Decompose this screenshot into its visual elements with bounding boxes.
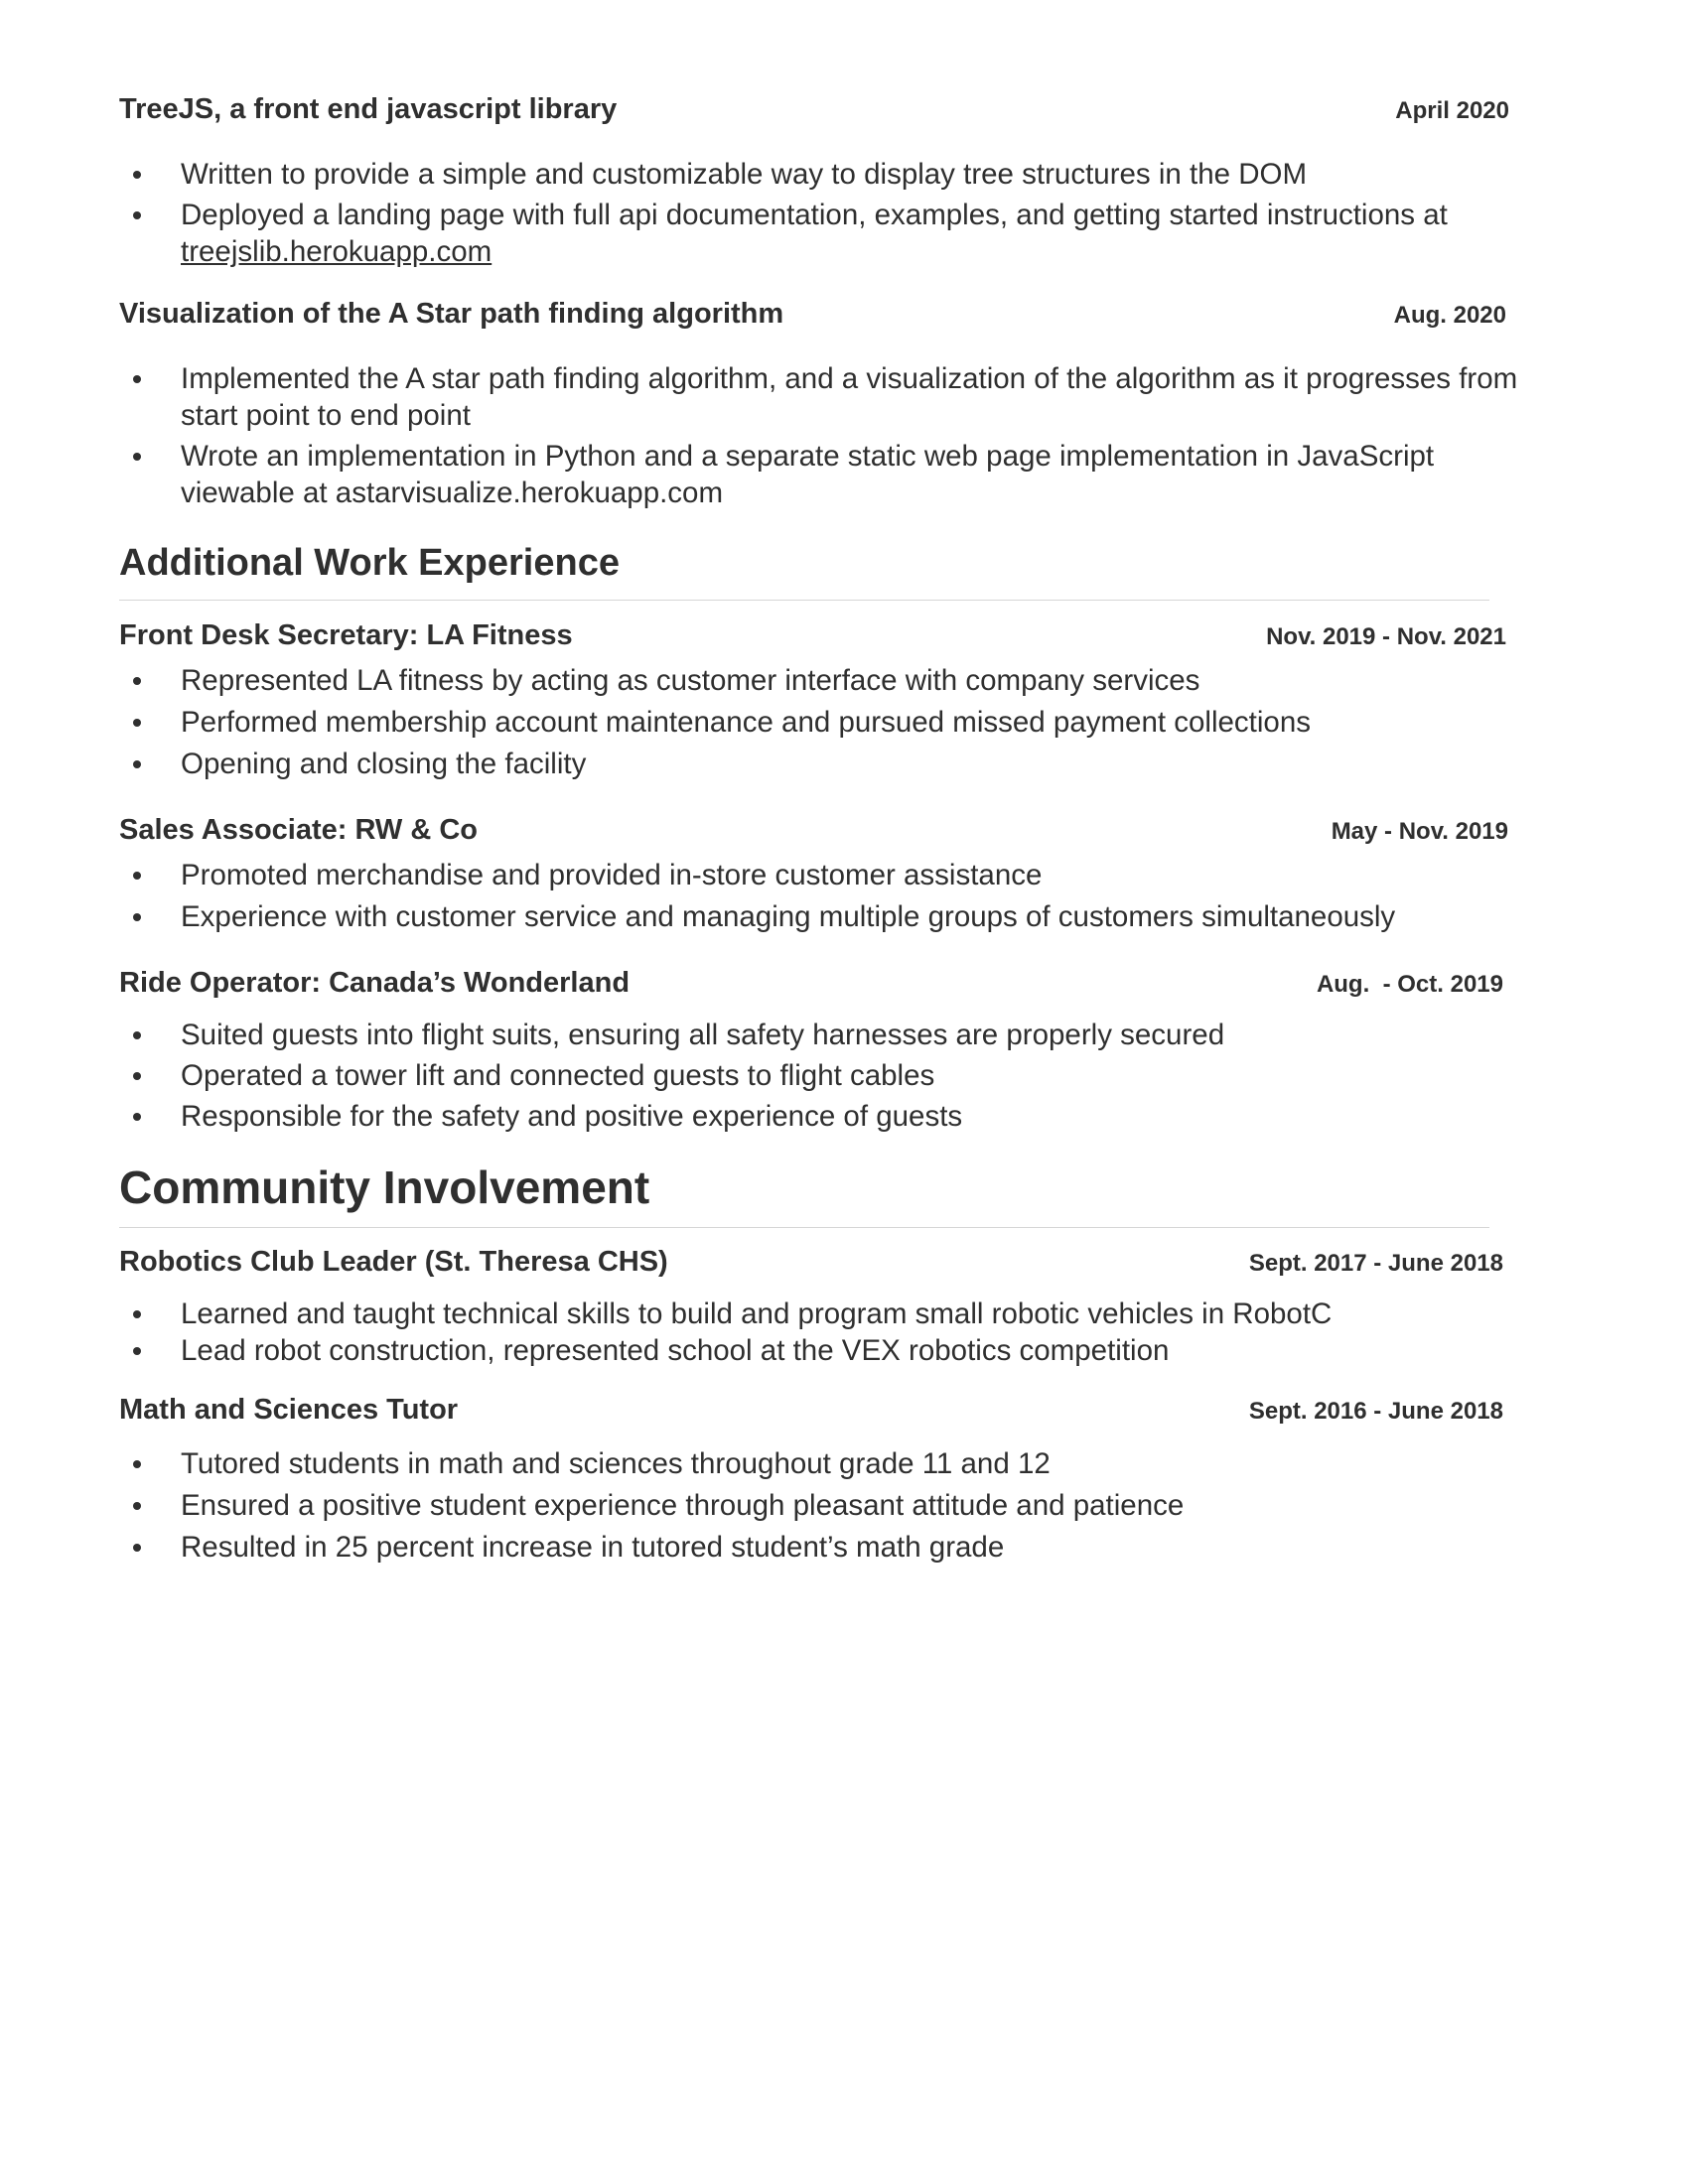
bullet-dot	[133, 1113, 141, 1121]
section-divider	[119, 1227, 1489, 1228]
job-bullets	[119, 662, 1501, 782]
list-item	[119, 898, 1501, 935]
job-date: Nov. 2019 - Nov. 2021	[1266, 623, 1506, 650]
bullet-dot	[133, 1347, 141, 1355]
community-date: Sept. 2016 - June 2018	[1248, 1398, 1503, 1425]
bullet-dot	[133, 1031, 141, 1039]
job-canadas-wonderland	[119, 963, 1501, 1135]
job-title: Ride Operator: Canada’s Wonderland	[119, 967, 631, 999]
list-item	[119, 1057, 1501, 1094]
list-item	[119, 746, 1501, 782]
community-title: Math and Sciences Tutor	[119, 1394, 459, 1426]
list-item	[119, 156, 1501, 193]
bullet-dot	[133, 1544, 141, 1552]
list-item	[119, 1296, 1501, 1332]
job-title: Sales Associate: RW & Co	[119, 814, 478, 846]
bullet-dot	[133, 1460, 141, 1468]
project-header	[119, 294, 1506, 334]
bullet-dot	[133, 677, 141, 685]
list-item	[119, 857, 1501, 893]
section-title-community: Community Involvement	[119, 1161, 650, 1213]
job-bullets	[119, 857, 1501, 935]
project-treejs	[119, 89, 1509, 270]
job-la-fitness	[119, 615, 1506, 782]
bullet-text: Suited guests into flight suits, ensuring all safety harnesses are properly secured	[181, 1019, 1225, 1051]
job-rw-co	[119, 810, 1508, 935]
bullet-dot	[133, 1072, 141, 1080]
project-header	[119, 89, 1509, 129]
bullet-text: Lead robot construction, represented school at the VEX robotics competition	[181, 1334, 1170, 1367]
bullet-text: Learned and taught technical skills to build and program small robotic vehicles in RobotC	[181, 1297, 1333, 1330]
bullet-text: Promoted merchandise and provided in-store customer assistance	[181, 859, 1043, 891]
list-item	[119, 1445, 1501, 1482]
bullet-text: Experience with customer service and managing multiple groups of customers simultaneously	[181, 900, 1396, 933]
bullet-text: Responsible for the safety and positive experience of guests	[181, 1100, 963, 1133]
list-item	[119, 1098, 1501, 1135]
bullet-dot	[133, 211, 141, 219]
community-bullets	[119, 1445, 1501, 1566]
job-title: Front Desk Secretary: LA Fitness	[119, 619, 573, 651]
job-header	[119, 615, 1506, 655]
bullet-text: Tutored students in math and sciences throughout grade 11 and 12	[181, 1447, 1051, 1480]
project-date: Aug. 2020	[1393, 302, 1506, 329]
job-date: May - Nov. 2019	[1331, 818, 1508, 845]
list-item	[119, 662, 1501, 699]
community-bullets	[119, 1296, 1501, 1369]
bullet-dot	[133, 913, 141, 921]
job-header	[119, 963, 1501, 1003]
community-date: Sept. 2017 - June 2018	[1248, 1250, 1503, 1277]
bullet-dot	[133, 453, 141, 461]
job-header	[119, 810, 1508, 850]
list-item	[119, 438, 1519, 511]
project-bullets	[119, 360, 1519, 511]
bullet-text: Resulted in 25 percent increase in tutored student’s math grade	[181, 1531, 1005, 1564]
bullet-text: Implemented the A star path finding algorithm, and a visualization of the algorithm as it progresses from start point to end point	[181, 362, 1518, 432]
treejs-link[interactable]: treejslib.herokuapp.com	[181, 235, 492, 268]
bullet-dot	[133, 375, 141, 383]
project-astar	[119, 294, 1518, 511]
community-header	[119, 1390, 1501, 1430]
list-item	[119, 1332, 1501, 1369]
list-item	[119, 360, 1519, 434]
list-item	[119, 1487, 1501, 1524]
section-title-additional-work: Additional Work Experience	[119, 542, 620, 584]
bullet-text: Deployed a landing page with full api documentation, examples, and getting started instructions at	[181, 199, 1448, 231]
bullet-dot	[133, 1310, 141, 1318]
list-item	[119, 704, 1501, 741]
job-date: Aug. - Oct. 2019	[1316, 971, 1503, 998]
community-title: Robotics Club Leader (St. Theresa CHS)	[119, 1246, 668, 1278]
bullet-dot	[133, 872, 141, 880]
bullet-dot	[133, 760, 141, 768]
bullet-dot	[133, 1502, 141, 1510]
bullet-dot	[133, 719, 141, 727]
list-item	[119, 1017, 1501, 1053]
bullet-text: Wrote an implementation in Python and a separate static web page implementation in JavaScript viewable at astarvisualize.herokuapp.com	[181, 440, 1435, 509]
community-math-tutor	[119, 1390, 1501, 1566]
bullet-text: Opening and closing the facility	[181, 748, 587, 780]
project-title: TreeJS, a front end javascript library	[119, 93, 618, 125]
project-title: Visualization of the A Star path finding algorithm	[119, 298, 784, 330]
project-bullets	[119, 156, 1501, 270]
job-bullets	[119, 1017, 1501, 1135]
list-item	[119, 1529, 1501, 1566]
bullet-text: Operated a tower lift and connected guests to flight cables	[181, 1059, 935, 1092]
section-divider	[119, 600, 1489, 601]
bullet-text: Performed membership account maintenance and pursued missed payment collections	[181, 706, 1311, 739]
bullet-text: Written to provide a simple and customizable way to display tree structures in the DOM	[181, 158, 1308, 191]
bullet-text: Represented LA fitness by acting as customer interface with company services	[181, 664, 1200, 697]
bullet-dot	[133, 171, 141, 179]
bullet-text: Ensured a positive student experience through pleasant attitude and patience	[181, 1489, 1185, 1522]
community-robotics-club	[119, 1242, 1501, 1369]
resume-page	[119, 0, 1518, 2184]
list-item	[119, 197, 1501, 270]
project-date: April 2020	[1395, 97, 1509, 124]
community-header	[119, 1242, 1501, 1282]
